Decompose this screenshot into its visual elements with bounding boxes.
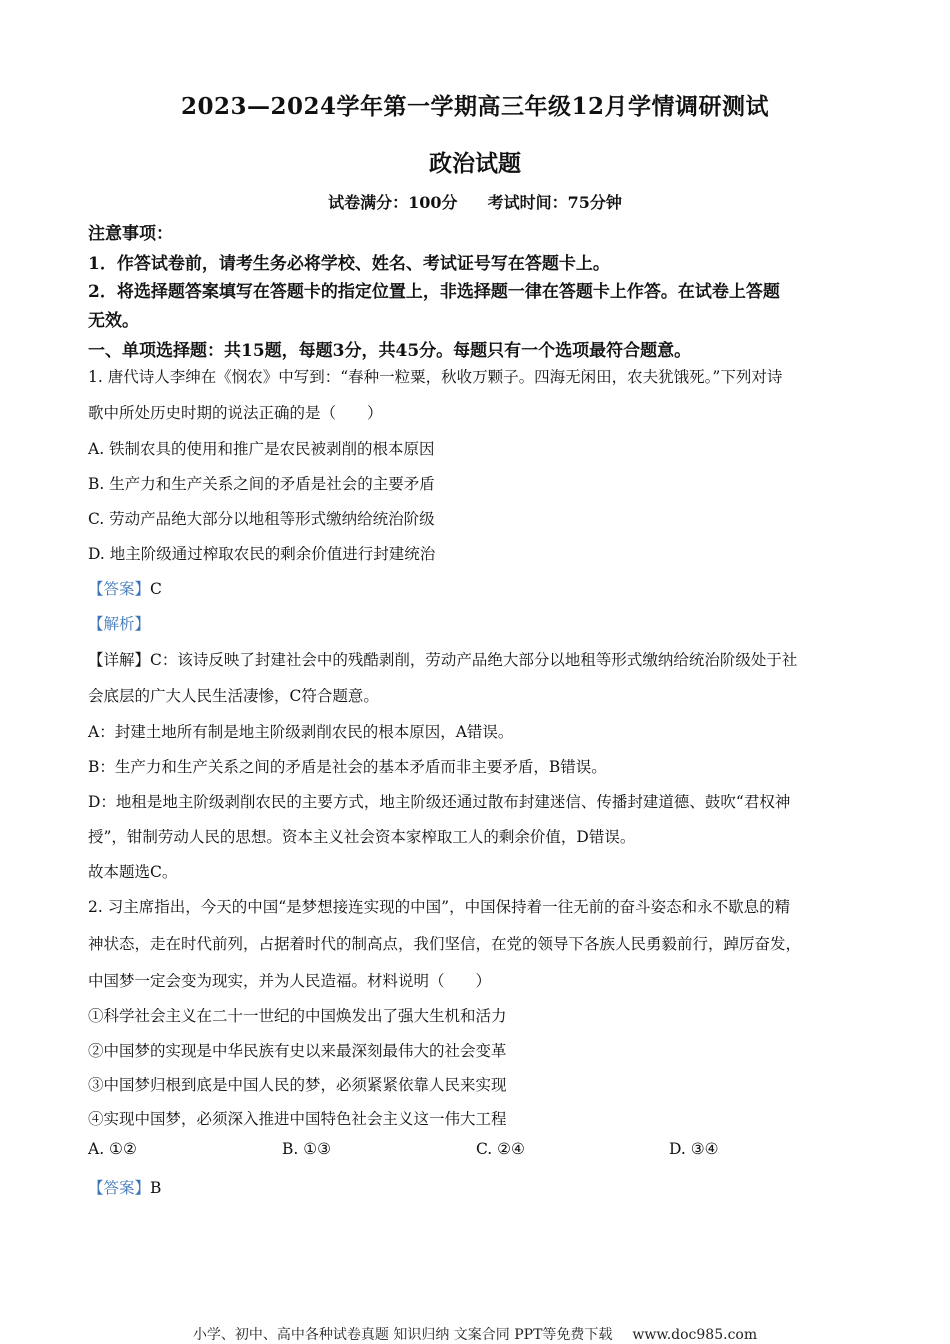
q1-detail-a: A：封建土地所有制是地主阶级剥削农民的根本原因，A错误。	[88, 723, 514, 741]
q1-detail-b: B：生产力和生产关系之间的矛盾是社会的基本矛盾而非主要矛盾，B错误。	[88, 758, 607, 776]
q1-detail-d: D：地租是地主阶级剥削农民的主要方式，地主阶级还通过散布封建迷信、传播封建道德、鼓吹“君权神	[88, 793, 791, 811]
section-heading: 一、单项选择题：共15题，每题3分，共45分。每题只有一个选项最符合题意。	[88, 341, 692, 361]
q2-statement-1: ①科学社会主义在二十一世纪的中国焕发出了强大生机和活力	[88, 1007, 507, 1025]
answer-value: B	[150, 1179, 162, 1197]
answer-tag: 【答案】	[88, 1179, 151, 1197]
q1-option-a: A. 铁制农具的使用和推广是农民被剥削的根本原因	[88, 440, 435, 458]
q1-answer	[88, 577, 162, 599]
q1-option-b: B. 生产力和生产关系之间的矛盾是社会的主要矛盾	[88, 475, 435, 493]
q1-option-d: D. 地主阶级通过榨取农民的剩余价值进行封建统治	[88, 545, 436, 563]
notice-heading: 注意事项：	[88, 224, 173, 244]
q2-option-b: B. ①③	[282, 1140, 332, 1158]
q1-stem-cont: 歌中所处历史时期的说法正确的是（ ）	[88, 404, 383, 422]
answer-tag: 【答案】	[88, 580, 151, 598]
q1-conclusion: 故本题选C。	[88, 863, 178, 881]
q1-option-c: C. 劳动产品绝大部分以地租等形式缴纳给统治阶级	[88, 510, 435, 528]
exam-info	[0, 190, 950, 213]
full-score: 试卷满分：100分	[328, 193, 458, 212]
q1-detail-cont: 会底层的广大人民生活凄惨，C符合题意。	[88, 687, 379, 705]
q2-statement-2: ②中国梦的实现是中华民族有史以来最深刻最伟大的社会变革	[88, 1042, 507, 1060]
q2-options	[88, 1140, 868, 1162]
q2-statement-4: ④实现中国梦，必须深入推进中国特色社会主义这一伟大工程	[88, 1110, 507, 1128]
q1-detail: 【详解】C：该诗反映了封建社会中的残酷剥削，劳动产品绝大部分以地租等形式缴纳给统治阶级处于社	[88, 651, 798, 669]
footer-url[interactable]: www.doc985.com	[632, 1327, 758, 1343]
q2-option-c: C. ②④	[476, 1140, 525, 1158]
q2-answer	[88, 1176, 161, 1198]
q1-stem: 1. 唐代诗人李绅在《悯农》中写到：“春种一粒粟，秋收万颗子。四海无闲田，农夫犹饿死。”下列对诗	[88, 368, 783, 386]
q2-stem: 2. 习主席指出，今天的中国“是梦想接连实现的中国”，中国保持着一往无前的奋斗姿态和永不歇息的精	[88, 898, 791, 916]
footer-text: 小学、初中、高中各种试卷真题 知识归纳 文案合同 PPT等免费下载	[192, 1327, 613, 1343]
q2-stem-end: 中国梦一定会变为现实，并为人民造福。材料说明（ ）	[88, 972, 492, 990]
exam-title: 2023—2024学年第一学期高三年级12月学情调研测试	[180, 93, 770, 120]
subject-title: 政治试题	[429, 150, 521, 177]
q2-stem-cont: 神状态，走在时代前列，占据着时代的制高点，我们坚信，在党的领导下各族人民勇毅前行，踔厉奋发，	[88, 935, 802, 953]
page-footer	[0, 1324, 950, 1344]
q2-option-d: D. ③④	[669, 1140, 719, 1158]
notice-item-1: 1．作答试卷前，请考生务必将学校、姓名、考试证号写在答题卡上。	[88, 254, 610, 274]
q1-detail-d-cont: 授”，钳制劳动人民的思想。资本主义社会资本家榨取工人的剩余价值，D错误。	[88, 828, 636, 846]
notice-item-2-cont: 无效。	[88, 311, 139, 331]
q1-analysis-tag: 【解析】	[88, 615, 151, 633]
q2-statement-3: ③中国梦归根到底是中国人民的梦，必须紧紧依靠人民来实现	[88, 1076, 507, 1094]
notice-item-2: 2．将选择题答案填写在答题卡的指定位置上，非选择题一律在答题卡上作答。在试卷上答题	[88, 282, 780, 302]
answer-value: C	[150, 580, 162, 598]
q2-option-a: A. ①②	[88, 1140, 137, 1158]
exam-time: 考试时间：75分钟	[487, 193, 622, 212]
